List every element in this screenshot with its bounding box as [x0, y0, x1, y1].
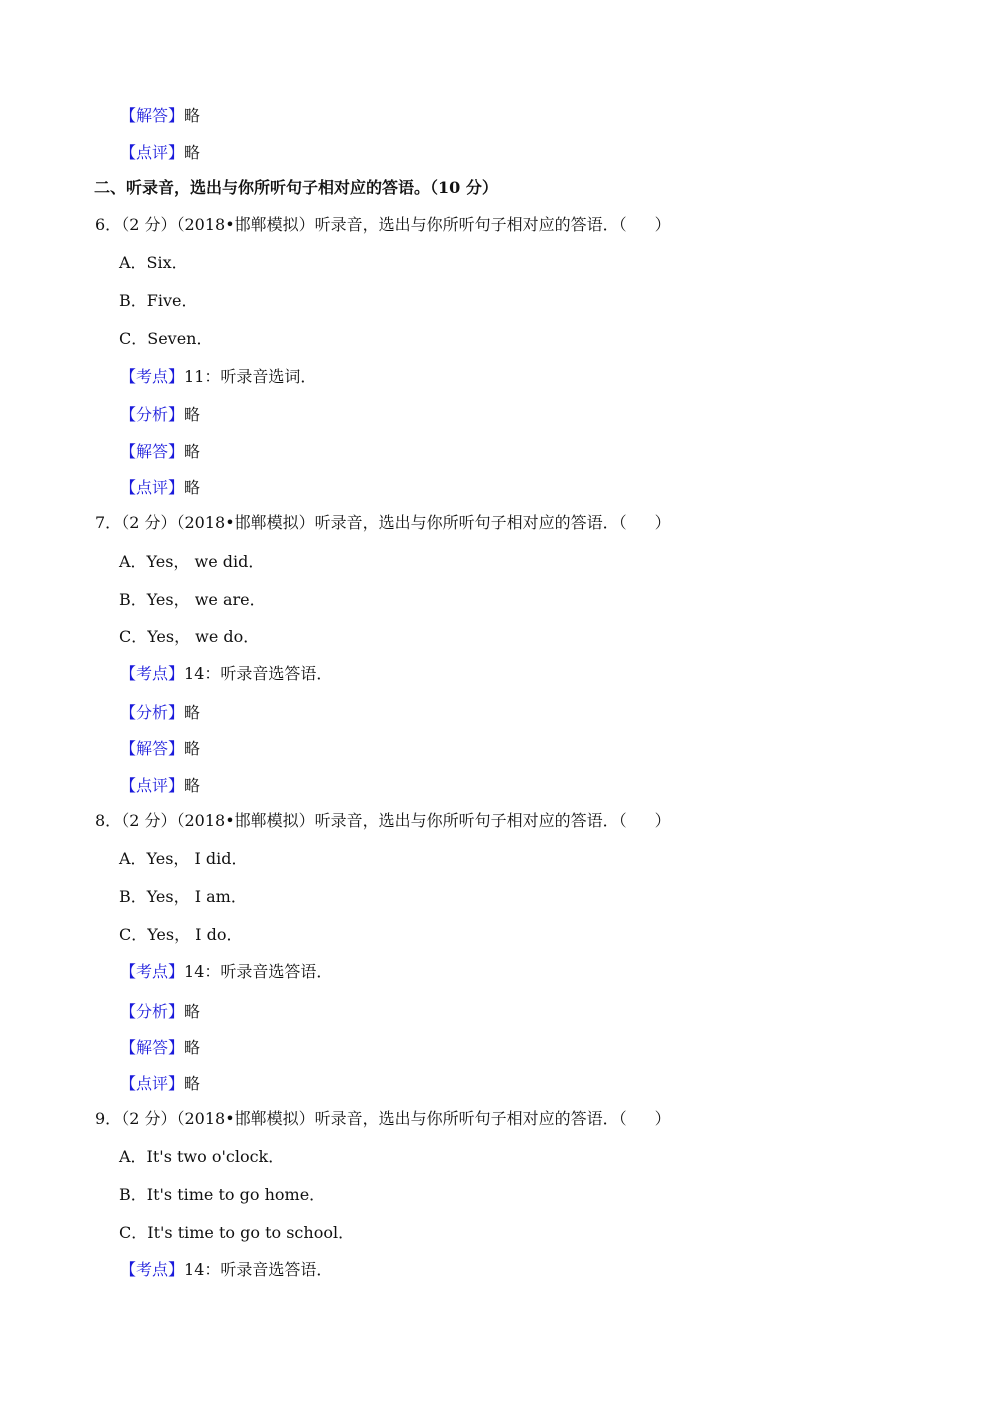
dianping-line — [120, 478, 200, 498]
option-b: B．Yes， I am． — [119, 887, 247, 906]
dianping-line — [120, 776, 200, 796]
kaodian-text: 14：听录音选答语． — [184, 664, 333, 683]
jieda-text: 略 — [184, 739, 201, 758]
dianping-tag: 【点评】 — [120, 776, 185, 795]
question-close-paren: ） — [654, 513, 671, 532]
fenxi-line — [120, 405, 200, 425]
fenxi-tag: 【分析】 — [120, 1002, 185, 1021]
top-comment-line — [120, 143, 200, 163]
question-number: 8． — [95, 811, 122, 830]
question-source: （2018•邯郸模拟） — [176, 1109, 315, 1128]
fenxi-tag: 【分析】 — [120, 405, 185, 424]
option-a: A．It's two o'clock． — [119, 1147, 285, 1166]
question-source: （2018•邯郸模拟） — [176, 811, 315, 830]
fenxi-text: 略 — [184, 405, 201, 424]
question-score: （2 分） — [121, 811, 177, 830]
fenxi-text: 略 — [184, 703, 201, 722]
question-stem-9 — [95, 1109, 671, 1129]
top-answer-line — [120, 106, 200, 126]
section-title: 二、听录音，选出与你所听句子相对应的答语。（10 分） — [94, 178, 498, 197]
answer-text: 略 — [184, 106, 201, 125]
question-number: 6． — [95, 215, 122, 234]
option-a: A．Yes， we did． — [119, 552, 265, 571]
question-number: 7． — [95, 513, 122, 532]
question-close-paren: ） — [654, 215, 671, 234]
dianping-text: 略 — [184, 776, 201, 795]
option-b: B．Yes， we are． — [119, 590, 266, 609]
kaodian-line — [120, 664, 332, 684]
fenxi-line — [120, 1002, 200, 1022]
kaodian-line — [120, 1260, 332, 1280]
question-score: （2 分） — [121, 215, 177, 234]
fenxi-tag: 【分析】 — [120, 703, 185, 722]
jieda-tag: 【解答】 — [120, 739, 185, 758]
jieda-text: 略 — [184, 442, 201, 461]
question-text: 听录音，选出与你所听句子相对应的答语．（ — [314, 215, 627, 234]
option-b: B．It's time to go home． — [119, 1185, 326, 1204]
option-c: C．It's time to go to school． — [119, 1223, 355, 1242]
answer-tag: 【解答】 — [120, 106, 185, 125]
kaodian-line — [120, 962, 332, 982]
dianping-text: 略 — [184, 478, 201, 497]
kaodian-tag: 【考点】 — [120, 1260, 185, 1279]
comment-text: 略 — [184, 143, 201, 162]
question-close-paren: ） — [654, 811, 671, 830]
question-stem-7 — [95, 513, 671, 533]
jieda-text: 略 — [184, 1038, 201, 1057]
question-stem-8 — [95, 811, 671, 831]
option-c: C．Seven． — [119, 329, 213, 348]
fenxi-text: 略 — [184, 1002, 201, 1021]
kaodian-tag: 【考点】 — [120, 664, 185, 683]
option-c: C．Yes， we do． — [119, 627, 260, 646]
question-source: （2018•邯郸模拟） — [176, 215, 315, 234]
question-text: 听录音，选出与你所听句子相对应的答语．（ — [314, 811, 627, 830]
option-b: B．Five． — [119, 291, 198, 310]
kaodian-text: 14：听录音选答语． — [184, 1260, 333, 1279]
option-a: A．Yes， I did． — [119, 849, 248, 868]
dianping-tag: 【点评】 — [120, 478, 185, 497]
option-a: A．Six． — [119, 253, 188, 272]
fenxi-line — [120, 703, 200, 723]
kaodian-text: 11：听录音选词． — [184, 367, 317, 386]
question-text: 听录音，选出与你所听句子相对应的答语．（ — [314, 1109, 627, 1128]
jieda-tag: 【解答】 — [120, 1038, 185, 1057]
question-close-paren: ） — [654, 1109, 671, 1128]
question-source: （2018•邯郸模拟） — [176, 513, 315, 532]
dianping-text: 略 — [184, 1074, 201, 1093]
jieda-tag: 【解答】 — [120, 442, 185, 461]
question-text: 听录音，选出与你所听句子相对应的答语．（ — [314, 513, 627, 532]
question-stem-6 — [95, 215, 671, 235]
dianping-line — [120, 1074, 200, 1094]
kaodian-tag: 【考点】 — [120, 962, 185, 981]
comment-tag: 【点评】 — [120, 143, 185, 162]
kaodian-tag: 【考点】 — [120, 367, 185, 386]
jieda-line — [120, 442, 200, 462]
jieda-line — [120, 739, 200, 759]
option-c: C．Yes， I do． — [119, 925, 243, 944]
jieda-line — [120, 1038, 200, 1058]
question-number: 9． — [95, 1109, 122, 1128]
dianping-tag: 【点评】 — [120, 1074, 185, 1093]
kaodian-text: 14：听录音选答语． — [184, 962, 333, 981]
question-score: （2 分） — [121, 1109, 177, 1128]
question-score: （2 分） — [121, 513, 177, 532]
kaodian-line — [120, 367, 316, 387]
